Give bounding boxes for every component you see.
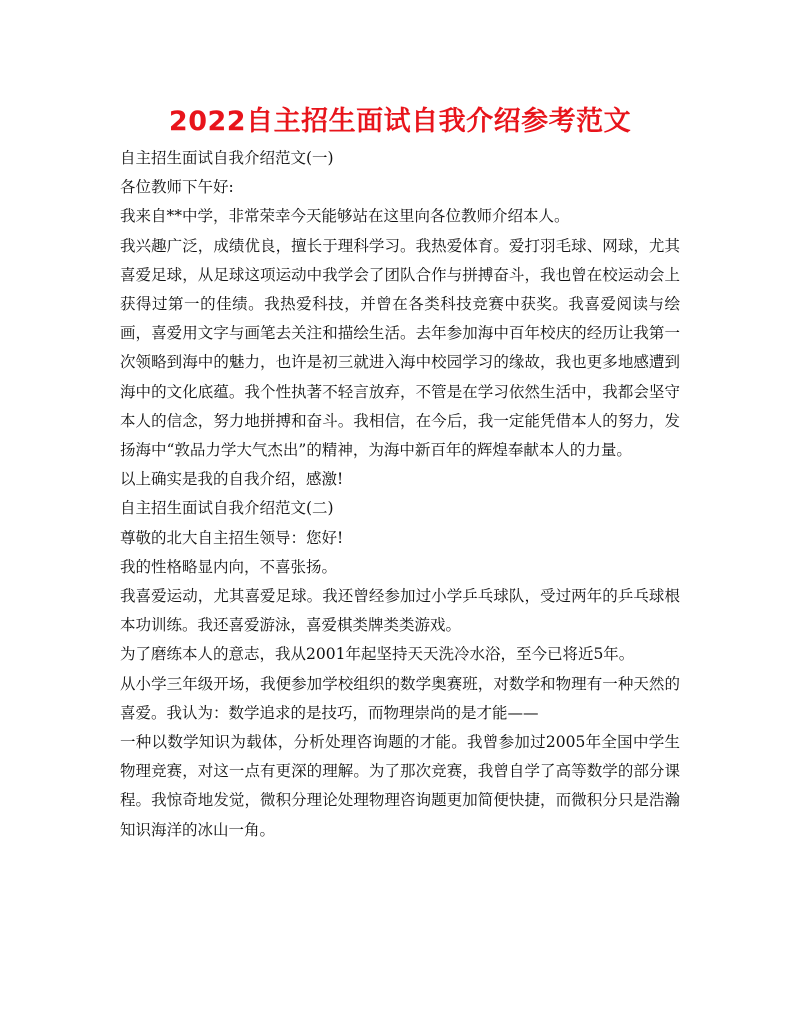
paragraph: 我喜爱运动，尤其喜爱足球。我还曾经参加过小学乒乓球队，受过两年的乒乓球根本功训练。我还喜爱游泳，喜爱棋类牌类类游戏。 — [120, 587, 680, 635]
section-heading-1: 自主招生面试自我介绍范文(一) — [120, 149, 334, 167]
paragraph: 为了磨练本人的意志，我从2001年起坚持天天洗冷水浴，至今已将近5年。 — [120, 645, 635, 664]
document-body — [120, 144, 680, 845]
section-heading-2: 自主招生面试自我介绍范文(二) — [120, 499, 334, 518]
paragraph: 我的性格略显内向，不喜张扬。 — [120, 557, 338, 576]
closing-line: 以上确实是我的自我介绍，感激! — [120, 470, 344, 489]
document-title: 2022自主招生面试自我介绍参考范文 — [168, 106, 632, 137]
greeting-2: 尊敬的北大自主招生领导：您好! — [120, 528, 344, 547]
paragraph: 从小学三年级开场，我便参加学校组织的数学奥赛班，对数学和物理有一种天然的喜爱。我认为：数学追求的是技巧，而物理崇尚的是才能—— — [120, 674, 680, 722]
paragraph: 我来自**中学，非常荣幸今天能够站在这里向各位教师介绍本人。 — [120, 207, 570, 226]
paragraph: 一种以数学知识为载体，分析处理咨询题的才能。我曾参加过2005年全国中学生物理竞赛，对这一点有更深的理解。为了那次竞赛，我曾自学了高等数学的部分课程。我惊奇地发觉，微积分理论处理物理咨询题更加简便快捷，而微积分只是浩瀚知识海洋的冰山一角。 — [120, 733, 680, 839]
greeting-1: 各位教师下午好: — [120, 178, 234, 197]
paragraph: 我兴趣广泛，成绩优良，擅长于理科学习。我热爱体育。爱打羽毛球、网球，尤其喜爱足球，从足球这项运动中我学会了团队合作与拼搏奋斗，我也曾在校运动会上获得过第一的佳绩。我热爱科技，并曾在各类科技竞赛中获奖。我喜爱阅读与绘画，喜爱用文字与画笔去关注和描绘生活。去年参加海中百年校庆的经历让我第一次领略到海中的魅力，也许是初三就进入海中校园学习的缘故，我也更多地感遭到海中的文化底蕴。我个性执著不轻言放弃，不管是在学习依然生活中，我都会坚守本人的信念，努力地拼搏和奋斗。我相信，在今后，我一定能凭借本人的努力，发扬海中“敦品力学大气杰出”的精神，为海中新百年的辉煌奉献本人的力量。 — [120, 236, 680, 460]
